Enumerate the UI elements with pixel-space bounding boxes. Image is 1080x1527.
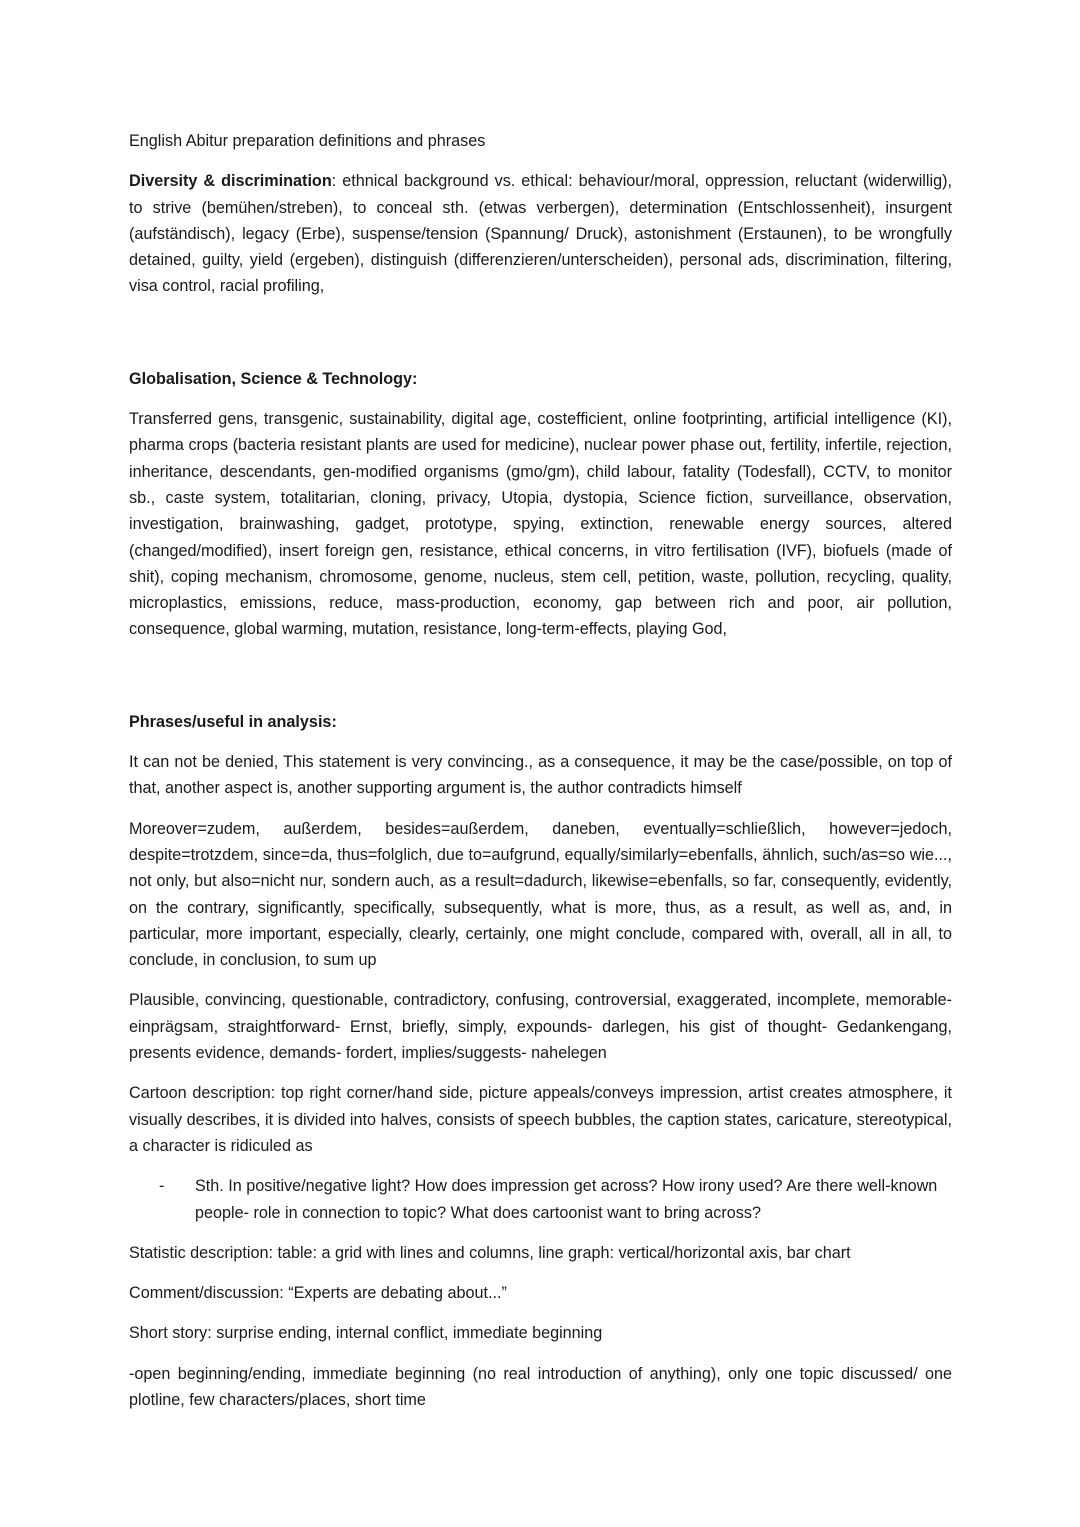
phrases-paragraph-2: Moreover=zudem, außerdem, besides=außerdem, daneben, eventually=schließlich, however=jedoch, despite=trotzdem, since=da, thus=folglich, due to=aufgrund, equally/similarly=ebenfalls, ähnlich, such/as=so wie..., not only, but also=nicht nur, sondern auch, as a result=dadurch, likewise=ebenfalls, so far, consequently, evidently, on the contrary, significantly, specifically, subsequently, what is more, thus, as a result, as well as, and, in particular, more important, especially, clearly, certainly, one might conclude, compared with, overall, all in all, to conclude, in conclusion, to sum up [129, 819, 952, 970]
spacer [129, 314, 952, 366]
globalisation-heading: Globalisation, Science & Technology: [129, 369, 418, 388]
document-title: English Abitur preparation definitions and phrases [129, 132, 486, 150]
document-page [129, 128, 952, 1427]
bullet-text: Sth. In positive/negative light? How does impression get across? How irony used? Are there well-known people- role in connection to topic? What does cartoonist want to bring across? [195, 1177, 938, 1222]
phrases-heading: Phrases/useful in analysis: [129, 712, 337, 731]
spacer [129, 657, 952, 709]
bullet-marker: - [159, 1177, 165, 1196]
short-story-paragraph: Short story: surprise ending, internal conflict, immediate beginning [129, 1324, 603, 1343]
open-beginning-paragraph: -open beginning/ending, immediate beginning (no real introduction of anything), only one topic discussed/ one plotline, few characters/places, short time [129, 1364, 952, 1409]
comment-paragraph: Comment/discussion: “Experts are debating about...” [129, 1284, 507, 1303]
phrases-paragraph-1: It can not be denied, This statement is very convincing., as a consequence, it may be the case/possible, on top of that, another aspect is, another supporting argument is, the author contradicts himself [129, 753, 952, 798]
diversity-paragraph [129, 168, 952, 299]
phrases-paragraph-3: Plausible, convincing, questionable, contradictory, confusing, controversial, exaggerated, incomplete, memorable- einprägsam, straightforward- Ernst, briefly, simply, expounds- darlegen, his gist of thought- Gedankengang, presents evidence, demands- fordert, implies/suggests- nahelegen [129, 991, 952, 1063]
cartoon-bullet [129, 1173, 952, 1226]
diversity-label: Diversity & discrimination [129, 172, 332, 191]
globalisation-paragraph: Transferred gens, transgenic, sustainability, digital age, costefficient, online footprinting, artificial intelligence (KI), pharma crops (bacteria resistant plants are used for medicine), nuclear power phase out, fertility, infertile, rejection, inheritance, descendants, gen-modified organisms (gmo/gm), child labour, fatality (Todesfall), CCTV, to monitor sb., caste system, totalitarian, cloning, privacy, Utopia, dystopia, Science fiction, surveillance, observation, investigation, brainwashing, gadget, prototype, spying, extinction, renewable energy sources, altered (changed/modified), insert foreign gen, resistance, ethical concerns, in vitro fertilisation (IVF), biofuels (made of shit), coping mechanism, chromosome, genome, nucleus, stem cell, petition, waste, pollution, recycling, quality, microplastics, emissions, reduce, mass-production, economy, gap between rich and poor, air pollution, consequence, global warming, mutation, resistance, long-term-effects, playing God, [129, 410, 952, 639]
diversity-text: : ethnical background vs. ethical: behaviour/moral, oppression, reluctant (widerwillig), to strive (bemühen/streben), to conceal sth. (etwas verbergen), determination (Entschlossenheit), insurgent (aufständisch), legacy (Erbe), suspense/tension (Spannung/ Druck), astonishment (Erstaunen), to be wrongfully detained, guilty, yield (ergeben), distinguish (differenzieren/unterscheiden), personal ads, discrimination, filtering, visa control, racial profiling, [129, 172, 952, 296]
statistic-paragraph: Statistic description: table: a grid with lines and columns, line graph: vertical/horizontal axis, bar chart [129, 1243, 851, 1262]
cartoon-paragraph: Cartoon description: top right corner/hand side, picture appeals/conveys impression, artist creates atmosphere, it visually describes, it is divided into halves, consists of speech bubbles, the caption states, caricature, stereotypical, a character is ridiculed as [129, 1084, 952, 1155]
